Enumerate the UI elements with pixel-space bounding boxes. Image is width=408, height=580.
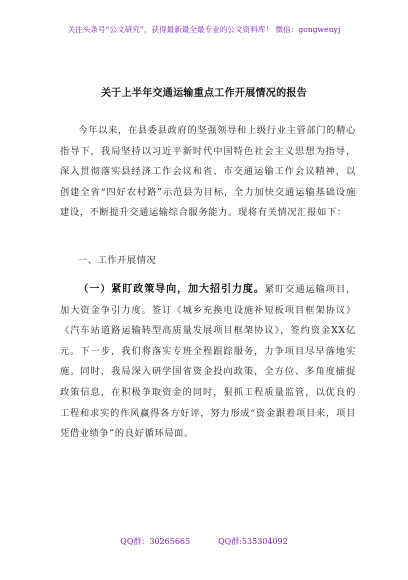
item-lead: （一）紧盯政策导向，加大招引力度。: [78, 284, 265, 295]
promo-banner: 关注头条号“公文研究”，获得最新最全最专业的公文资料库！ 微信：gongwenyj: [67, 25, 341, 34]
footer-qq-group-2: QQ群:535304092: [218, 537, 288, 546]
item-paragraph: [60, 280, 356, 445]
footer-contacts: [0, 536, 408, 547]
section-heading: 一、工作开展情况: [78, 255, 157, 266]
footer-qq-group-1: QQ群：30265665: [120, 537, 191, 546]
document-title: 关于上半年交通运输重点工作开展情况的报告: [101, 88, 307, 99]
item-body: 紧盯交通运输项目，加大资金争引力度。签订《城乡充换电设施补短板项目框架协议》《汽车站道路运输转型高质量发展项目框架协议》，签约资金XX亿元。下一步，我们将落实专班全程跟踪服务，力争项目尽早落地实施。同时，我局深入研学国省资金投向政策，全方位、多角度捕捉政策信息，在积极争取资金的同时，狠抓工程质量监管，以优良的工程和求实的作风赢得各方好评，努力形成“资金跟着项目来，项目凭借业绩争”的良好循环局面。: [60, 284, 356, 440]
intro-paragraph: 今年以来，在县委县政府的坚强领导和上级行业主管部门的精心指导下，我局坚持以习近平新时代中国特色社会主义思想为指导，深入贯彻落实县经济工作会议和省、市交通运输工作会议精神，以创建全省“四好农村路”示范县为目标，全力加快交通运输基础设施建设，不断提升交通运输综合服务能力。现将有关情况汇报如下：: [60, 125, 356, 219]
